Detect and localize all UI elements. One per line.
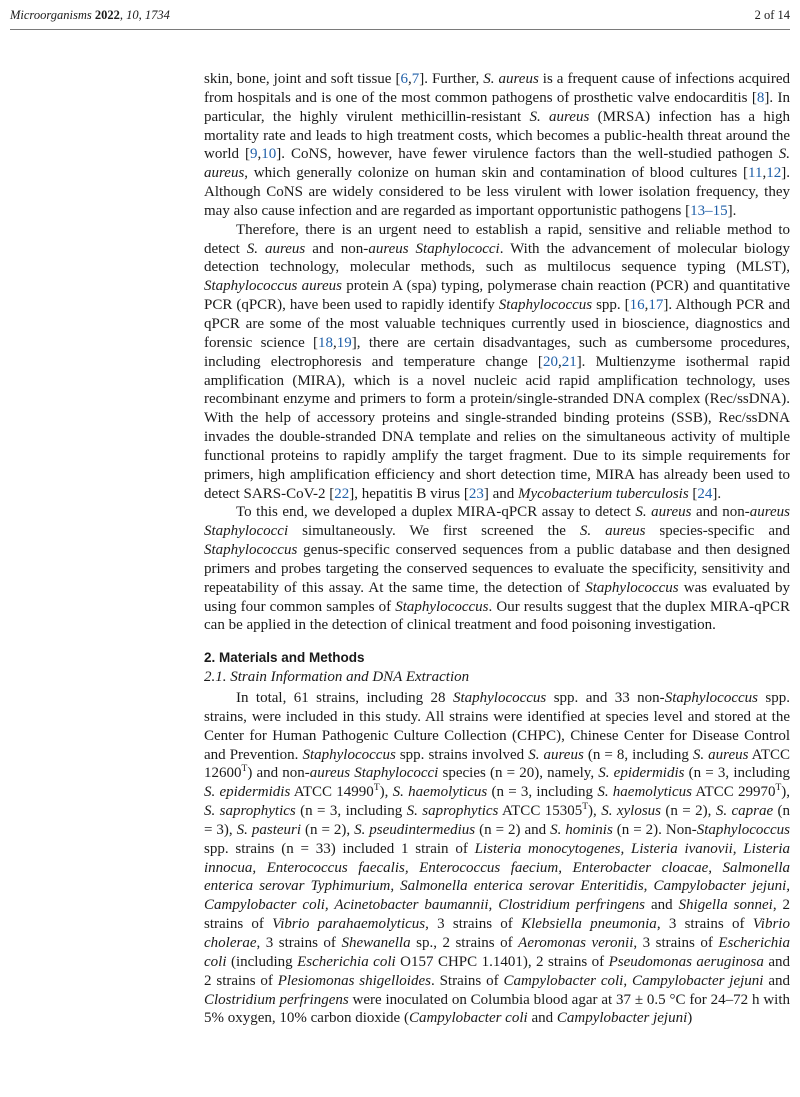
citation-link[interactable]: 13–15 bbox=[690, 202, 728, 219]
italic-term: S. pseudintermedius bbox=[354, 821, 476, 838]
italic-term: S. haemolyticus bbox=[597, 784, 692, 801]
journal-year: 2022 bbox=[94, 8, 120, 22]
journal-citation: Microorganisms 2022, 10, 1734 bbox=[10, 8, 170, 22]
type-strain-mark: T bbox=[775, 783, 782, 794]
italic-term: S. epidermidis bbox=[598, 765, 685, 782]
italic-term: Escherichia coli bbox=[204, 934, 790, 970]
italic-term: Staphylococcus bbox=[302, 746, 396, 763]
paragraph: In total, 61 strains, including 28 Staphylococcus spp. and 33 non-Staphylococcus spp. strains, were included in this study. All strains were identified at species level and stored at the Center for Human Pathogenic Culture Collection (CHPC), Chinese Center for Disease Control and Prevention. Staphylococcus spp. strains involved S. aureus (n = 8, including S. aureus ATCC $12600^T$) and non-aureus Staphylococci species (n = 20), namely, S. epidermidis (n = 3, including S. epidermidis ATCC $14990^T$), S. haemolyticus (n = 3, including S. haemolyticus ATCC $29970^T$), S. saprophytics (n = 3, including S. saprophytics ATCC $15305^T$), S. xylosus (n = 2), S. caprae (n = 3), S. pasteuri (n = 2), S. pseudintermedius (n = 2) and S. hominis (n = 2). Non-Staphylococcus spp. strains (n = 33) included 1 strain of Listeria monocytogenes, Listeria ivanovii, Listeria innocua, Enterococcus faecalis, Enterococcus faecium, Enterobacter cloacae, Salmonella enterica serovar Typhimurium, Salmonella enterica serovar Enteritidis, Campylobacter jejuni, Campylobacter coli, Acinetobacter baumannii, Clostridium perfringens and Shigella sonnei, 2 strains of Vibrio parahaemolyticus, 3 strains of Klebsiella pneumonia, 3 strains of Vibrio cholerae, 3 strains of Shewanella sp., 2 strains of Aeromonas veronii, 3 strains of Escherichia coli (including Escherichia coli O157 CHPC 1.1401), 2 strains of Pseudomonas aeruginosa and 2 strains of Plesiomonas shigelloides. Strains of Campylobacter coli, Campylobacter jejuni and Clostridium perfringens were inoculated on Columbia blood agar at 37 ± 0.5 °C for 24–72 h with 5% oxygen, 10% carbon dioxide (Campylobacter coli and Campylobacter jejuni) bbox=[204, 690, 791, 1027]
italic-term: S. saprophytics bbox=[406, 803, 499, 820]
citation-link[interactable]: 22 bbox=[334, 485, 350, 502]
italic-term: S. aureus bbox=[579, 523, 646, 540]
citation-link[interactable]: 9 bbox=[250, 146, 258, 163]
italic-term: S. xylosus bbox=[601, 803, 662, 820]
citation-link[interactable]: 19 bbox=[336, 334, 352, 351]
italic-term: Campylobacter coli bbox=[503, 972, 624, 989]
citation-link[interactable]: 8 bbox=[756, 89, 765, 106]
italic-term: Staphylococcus bbox=[452, 690, 547, 706]
running-header bbox=[10, 8, 790, 30]
citation-link[interactable]: 11 bbox=[748, 165, 763, 182]
italic-term: Mycobacterium tuberculosis bbox=[518, 485, 689, 502]
italic-term: S. hominis bbox=[550, 821, 613, 838]
section-heading: 2. Materials and Methods bbox=[204, 650, 365, 666]
italic-term: Campylobacter jejuni bbox=[631, 972, 764, 989]
page-number: 2 of 14 bbox=[754, 8, 790, 22]
citation-link[interactable]: 20 bbox=[542, 353, 558, 370]
italic-term: Shigella sonnei bbox=[678, 897, 773, 914]
italic-term: Plesiomonas shigelloides bbox=[277, 972, 431, 989]
paragraph: To this end, we developed a duplex MIRA-qPCR assay to detect S. aureus and non-aureus Staphylococci simultaneously. We first screened the S. aureus species-specific and Staphylococcus genus-specific conserved sequences from a public database and then designed primers and probes targeting the conserved sequences to evaluate the specificity, sensitivity and repeatability of this assay. At the same time, the detection of Staphylococcus was evaluated by using four common samples of Staphylococcus. Our results suggest that the duplex MIRA-qPCR can be applied in the detection of clinical treatment and food poisoning investigation. bbox=[204, 504, 791, 634]
italic-term: Staphylococcus bbox=[696, 821, 791, 838]
citation-link[interactable]: 18 bbox=[318, 334, 334, 351]
italic-term: S. aureus bbox=[246, 240, 306, 257]
citation-link[interactable]: 7 bbox=[411, 71, 420, 87]
citation-link[interactable]: 10 bbox=[261, 146, 277, 163]
article-number: 1734 bbox=[144, 8, 170, 22]
italic-term: Staphylococcus aureus bbox=[204, 278, 342, 295]
type-strain-mark: T bbox=[241, 764, 248, 775]
italic-term: S. aureus bbox=[635, 504, 692, 521]
citation-link[interactable]: 21 bbox=[561, 353, 577, 370]
italic-term: Staphylococcus bbox=[204, 542, 298, 559]
italic-term: Klebsiella pneumonia bbox=[521, 916, 657, 933]
italic-term: Shewanella bbox=[341, 934, 411, 951]
italic-term: S. aureus bbox=[692, 746, 749, 763]
italic-term: S. pasteuri bbox=[236, 821, 302, 838]
italic-term: Listeria monocytogenes, Listeria ivanovii, Listeria innocua, Enterococcus faecalis, Enterococcus faecium, Enterobacter cloacae, Salmonella enterica serovar Typhimurium, Salmonella enterica serovar Enteritidis, Campylobacter jejuni, Campylobacter coli, Acinetobacter baumannii, Clostridium perfringens bbox=[204, 840, 790, 914]
italic-term: Staphylococcus bbox=[395, 598, 489, 615]
type-strain-mark: T bbox=[373, 783, 380, 794]
italic-term: Vibrio parahaemolyticus bbox=[272, 916, 426, 933]
citation-link[interactable]: 16 bbox=[629, 297, 645, 314]
italic-term: Staphylococcus bbox=[664, 690, 758, 706]
italic-term: S. aureus bbox=[483, 71, 539, 87]
italic-term: Campylobacter jejuni bbox=[556, 1010, 688, 1027]
subsection-heading: 2.1. Strain Information and DNA Extraction bbox=[204, 669, 470, 686]
italic-term: S. epidermidis bbox=[204, 784, 291, 801]
italic-term: S. haemolyticus bbox=[392, 784, 488, 801]
italic-term: Aeromonas veronii bbox=[518, 934, 634, 951]
italic-term: Escherichia coli bbox=[297, 953, 396, 970]
paragraph: Therefore, there is an urgent need to establish a rapid, sensitive and reliable method to detect S. aureus and non-aureus Staphylococci. With the advancement of molecular biology detection technology, molecular methods, such as multilocus sequence typing (MLST), Staphylococcus aureus protein A (spa) typing, polymerase chain reaction (PCR) and quantitative PCR (qPCR), have been used to rapidly identify Staphylococcus spp. [16,17]. Although PCR and qPCR are some of the most valuable techniques currently used in bioscience, diagnostics and forensic science [18,19], there are certain disadvantages, such as cumbersome procedures, including electrophoresis and temperature change [20,21]. Multienzyme isothermal rapid amplification (MIRA), which is a novel nucleic acid rapid amplification technology, uses recombinant enzyme and primers to form a protein/single-stranded DNA complex (Rec/ssDNA). With the help of accessory proteins and single-stranded binding proteins (SSB), Rec/ssDNA invades the double-stranded DNA template and relies on the simultaneous activity of multiple functional proteins to rapidly amplify the target fragment. Due to its simple requirements for primers, high amplification efficiency and short detection time, MIRA has already been used to detect SARS-CoV-2 [22], hepatitis B virus [23] and Mycobacterium tuberculosis [24]. bbox=[204, 221, 791, 502]
journal-name: Microorganisms bbox=[10, 8, 92, 22]
citation-link[interactable]: 12 bbox=[766, 165, 782, 182]
italic-term: S. aureus bbox=[204, 146, 790, 182]
citation-link[interactable]: 23 bbox=[468, 485, 484, 502]
italic-term: S. caprae bbox=[715, 803, 774, 820]
italic-term: aureus Staphylococci bbox=[309, 765, 439, 782]
italic-term: S. aureus bbox=[528, 746, 584, 763]
italic-term: Campylobacter coli bbox=[408, 1010, 528, 1027]
type-strain-mark: T bbox=[582, 802, 589, 813]
body-text bbox=[204, 70, 790, 1028]
journal-volume: 10 bbox=[126, 8, 139, 22]
italic-term: S. saprophytics bbox=[204, 803, 296, 820]
paragraph: skin, bone, joint and soft tissue [6,7]. Further, S. aureus is a frequent cause of infections acquired from hospitals and is one of the most common pathogens of prosthetic valve endocarditis [8]. In particular, the highly virulent methicillin-resistant S. aureus (MRSA) infection has a high mortality rate and leads to high treatment costs, which becomes a public-health threat around the world [9,10]. CoNS, however, have fewer virulence factors than the well-studied pathogen S. aureus, which generally colonize on human skin and contamination of blood cultures [11,12]. Although CoNS are widely considered to be less virulent with lower isolation frequency, they may also cause infection and are regarded as important opportunistic pathogens [13–15]. bbox=[204, 71, 791, 219]
citation-link[interactable]: 17 bbox=[648, 297, 664, 314]
italic-term: Clostridium perfringens bbox=[204, 991, 349, 1008]
italic-term: aureus Staphylococci bbox=[368, 240, 500, 257]
italic-term: Pseudomonas aeruginosa bbox=[608, 953, 764, 970]
italic-term: S. aureus bbox=[529, 108, 590, 125]
citation-link[interactable]: 6 bbox=[400, 71, 408, 87]
italic-term: Staphylococcus bbox=[498, 297, 593, 314]
italic-term: aureus Staphylococci bbox=[204, 504, 791, 540]
italic-term: Staphylococcus bbox=[585, 579, 679, 596]
italic-term: Vibrio cholerae bbox=[204, 916, 790, 951]
citation-link[interactable]: 24 bbox=[697, 485, 713, 502]
